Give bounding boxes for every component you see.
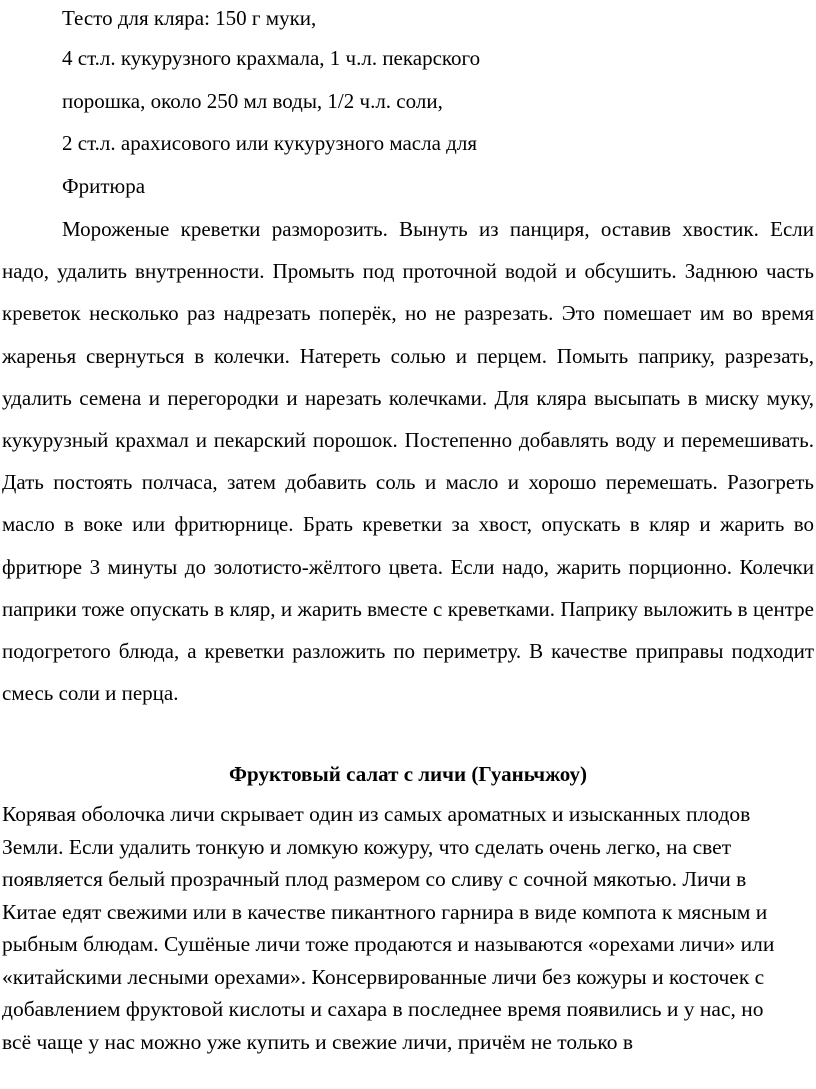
lychee-description-paragraph: Корявая оболочка личи скрывает один из самых ароматных и изысканных плодов Земли. Если удалить тонкую и ломкую кожуру, что сделать очень легко, на свет появляется белый прозрачный плод размером со сливу с сочной мякотью. Личи в Китае едят свежими или в качестве пикантного гарнира в виде компота к мясным и рыбным блюдам. Сушёные личи тоже продаются и называются «орехами личи» или «китайскими лесными орехами». Консервированные личи без кожуры и косточек с добавлением фруктовой кислоты и сахара в последнее время появились и у нас, но всё чаще у нас можно уже купить и свежие личи, причём не только в — [2, 802, 775, 1054]
ingredient-line-1: Тесто для кляра: 150 г муки, — [62, 6, 317, 30]
ingredient-line-2: 4 ст.л. кукурузного крахмала, 1 ч.л. пекарского — [62, 46, 481, 70]
ingredient-line-5: Фритюра — [62, 174, 146, 198]
ingredient-line-3: порошка, около 250 мл воды, 1/2 ч.л. соли, — [62, 89, 443, 113]
shrimp-instructions-paragraph: Мороженые креветки разморозить. Вынуть из панциря, оставив хвостик. Если надо, удалить внутренности. Промыть под проточной водой и обсушить. Заднюю часть креветок несколько раз надрезать поперёк, но не разрезать. Это помешает им во время жаренья свернуться в колечки. Натереть солью и перцем. Помыть паприку, разрезать, удалить семена и перегородки и нарезать колечками. Для кляра высыпать в миску муку, кукурузный крахмал и пекарский порошок. Постепенно добавлять воду и перемешивать. Дать постоять полчаса, затем добавить соль и масло и хорошо перемешать. Разогреть масло в воке или фритюрнице. Брать креветки за хвост, опускать в кляр и жарить во фритюре 3 минуты до золотисто-жёлтого цвета. Если надо, жарить порционно. Колечки паприки тоже опускать в кляр, и жарить вместе с креветками. Паприку выложить в центре подогретого блюда, а креветки разложить по периметру. В качестве приправы подходит смесь соли и перца. — [2, 217, 814, 706]
lychee-salad-heading: Фруктовый салат с личи (Гуаньчжоу) — [229, 762, 587, 786]
ingredient-line-4: 2 ст.л. арахисового или кукурузного масла для — [62, 131, 477, 155]
